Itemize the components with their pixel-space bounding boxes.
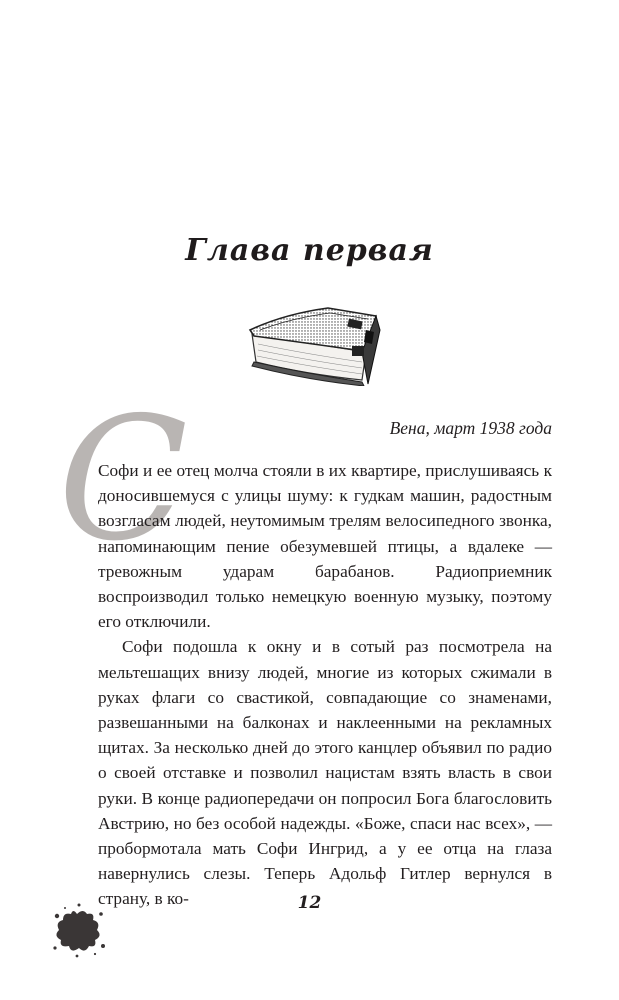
epigraph: Вена, март 1938 года — [389, 418, 552, 438]
paragraph: Софи подошла к окну и в сотый раз посмотрела на мельтешащих внизу людей, многие из которых сжимали в руках флаги со свастикой, совпадающие со знаменами, развешанными на балконах и наклеенными на рекламных щитах. За несколько дней до этого канцлер объявил по радио о своей отставке и позволил нацистам взять власть в свои руки. В конце радиопередачи он попросил Бога благословить Австрию, но без особой надежды. «Боже, спаси нас всех», —пробормотала мать Софи Ингрид, а у ее отца на глаза навернулись слезы. Теперь Адольф Гитлер вернулся в страну, в ко- — [98, 637, 552, 909]
page-number: 12 — [297, 893, 322, 913]
chapter-title: Глава первая — [185, 233, 434, 268]
drop-cap: С — [58, 381, 189, 579]
ink-splat-icon — [49, 902, 107, 958]
book-icon — [244, 300, 382, 386]
paragraph: Софи и ее отец молча стояли в их квартире, прислушиваясь к доносившемуся с улицы шуму: к гудкам машин, радостным возгласам людей, неутомимым трелям велосипедного звонка, напоминающим пение обезумевшей птицы, а вдалеке — тревожным ударам барабанов. Радиоприемник воспроизводил только немецкую военную музыку, поэтому его отключили. — [98, 461, 552, 632]
chapter-text — [98, 458, 552, 912]
